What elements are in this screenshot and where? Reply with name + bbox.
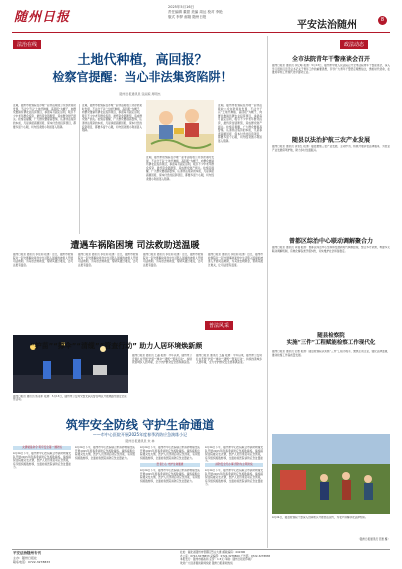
footer-right-block <box>180 551 390 565</box>
chi-story-title: “护苗”“撑伞”“清缆”“管查行动” 助力人居环境焕新颜 <box>30 342 203 350</box>
feature-headline-2: 检察官提醒：当心非法集资陷阱！ <box>52 70 233 84</box>
right-article-2-title: 随县以法治护航三农产业发展 <box>291 137 370 144</box>
column-divider <box>79 104 80 234</box>
feature-body-col4: 近期，随州市检察院在办理一起非法吸收公众存款案时发现，不法分子以“土地代种植、高回报”为幌子，向群众推销所谓农业投资项目，承诺每月固定返利，吸引不少中老年群众投资，最终资金链断裂，造成群众财产损失。检察官提醒，广大群众要提高警惕，认清非法集资的本质，凡是承诺高额回报、保本付息的投资项目，都要多留个心眼，切勿因贪图小利而落入陷阱。 <box>218 104 262 143</box>
footer-left-title: 平安法治随州专刊 <box>13 551 41 555</box>
masthead-logo: 随州日报 <box>14 10 71 25</box>
middle-story-body-col1: 随州日报讯 通讯员 李佳莉 报道：近日，随州市检察院对一起交通事故案件中生活陷入困境的被害人开展司法救助，为其送去救助金，帮助其渡过难关，让司法更有温度。 <box>13 253 73 267</box>
header-design: 版式 李梦 邮箱 随州日报 <box>168 15 207 19</box>
field-outreach-photo <box>272 434 390 514</box>
page-number-badge: 8 <box>378 16 387 25</box>
right-article-2-body: 随州日报讯 通讯员 余永红 报道：随县聚焦三农产业发展，主动作为，积极开展涉农法律服务，为农业产业发展保驾护航，助力乡村全面振兴。 <box>272 145 390 152</box>
section-tag-political-news: 政法动态 <box>340 40 368 49</box>
bottom-story-subtitle: ——市中心医院开展2025年度春季消防应急演练小记 <box>92 432 188 437</box>
middle-story-title: 遭遇车祸陷困境 司法救助送温暖 <box>70 241 200 251</box>
page-column-divider <box>267 36 268 548</box>
feature-headline-1: 土地代种植，高回报？ <box>77 53 208 68</box>
footer-left-line2: 主办：随州日报社 <box>13 555 38 560</box>
header-rule <box>12 32 390 33</box>
feature-body-col1: 近期，随州市检察院在办理一起非法吸收公众存款案时发现，不法分子以“土地代种植、高回报”为幌子，向群众推销所谓农业投资项目，承诺每月固定返利，吸引不少中老年群众投资，最终资金链断裂，造成群众财产损失。检察官提醒，广大群众要提高警惕，认清非法集资的本质，凡是承诺高额回报、保本付息的投资项目，都要多留个心眼，切勿因贪图小利而落入陷阱。 <box>13 104 76 129</box>
feature-body-col2: 近期，随州市检察院在办理一起非法吸收公众存款案时发现，不法分子以“土地代种植、高回报”为幌子，向群众推销所谓农业投资项目，承诺每月固定返利，吸引不少中老年群众投资，最终资金链断裂，造成群众财产损失。检察官提醒，广大群众要提高警惕，认清非法集资的本质，凡是承诺高额回报、保本付息的投资项目，都要多留个心眼，切勿因贪图小利而落入陷阱。 <box>82 104 142 133</box>
footer-left-line3: 联系电话：0722-3278833 <box>13 560 51 564</box>
right-article-4-title: 随县检察院 实施“三件”工程赋能检察工作现代化 <box>286 333 376 346</box>
section-title: 平安法治随州 <box>297 20 357 31</box>
right-article-1-body: 随州日报讯 通讯员 李忆峰 报道：5月13日，随州市中级人民法院召开全市法院青年干警座谈会，深入学习贯彻习近平总书记关于青年工作的重要思想，引导广大青年干警坚定理想信念，勇担时代使命，在推进审判工作现代化中建功立业。 <box>272 64 390 75</box>
feature-cartoon-illustration <box>146 100 214 152</box>
footer-rule <box>12 549 390 550</box>
bottom-story-title: 筑牢安全防线 守护生命通道 <box>65 418 215 432</box>
middle-story-body-col4: 随州日报讯 通讯员 李佳莉 报道：近日，随州市检察院对一起交通事故案件中生活陷入困境的被害人开展司法救助，为其送去救助金，帮助其渡过难关，让司法更有温度。 <box>208 253 263 267</box>
right-article-3-body: 随州日报讯 通讯员 肖强 报道：曾都区综治中心坚持和发展新时代枫桥经验，整合多方资源，构建多元联动调解机制，有效化解各类矛盾纠纷，切实维护社会和谐稳定。 <box>272 246 390 253</box>
footer-right-line3: 本报发行：随州市邮政局 定价：1.5元 印刷：随州日报社印刷厂 <box>180 558 254 562</box>
bottom-subhead-2: 医者仁心 守护生命通道 <box>140 463 200 467</box>
right-article-4-body: 随州日报讯 通讯员 范惠 报道：随县检察院以实施“三件”工程为抓手，聚焦主责主业，强化法律监督，推动检察工作高质量发展。 <box>272 350 390 357</box>
footer-right-line4: 欢迎广大读者提供新闻线索 随州日报新闻热线 <box>180 561 233 565</box>
bottom-body-col4: 4月24日下午，随州市中心医院联合市消防救援支队开展2025年度春季消防应急疏散演练。演练模拟住院楼突发火情，医护人员迅速启动应急预案，有序组织疏散转移，全面检验医院消防应急处置能力。 <box>205 469 263 487</box>
right-article-1-title: 全市法院青年干警座谈会召开 <box>291 56 370 63</box>
chi-story-body-col1: 随州日报讯 通讯员 王磊 报道：今年以来，随州市公安局扎实开展“护苗”“撑伞”“清缆”“管查行动”，持续改善城乡人居环境，全力守护群众安全感和满意度。 <box>132 354 192 365</box>
bottom-body-col1: 4月24日下午，随州市中心医院联合市消防救援支队开展2025年度春季消防应急疏散演练。演练模拟住院楼突发火情，医护人员迅速启动应急预案，有序组织疏散转移，全面检验医院消防应急处置能力。 <box>13 452 71 470</box>
header-meta <box>168 5 278 20</box>
chi-photo-caption: 随州日报讯 通讯员 熊诗彤 报道：5月13日，随州市公安局交警支队民警在城区开展道路交通安全宣传活动。 <box>13 395 127 402</box>
feature-byline: 随州日报通讯员 张丽琼 周明杰 <box>119 92 161 96</box>
section-tag-legal-style: 普法风采 <box>205 321 233 330</box>
bottom-subhead-3: 消防安全无小事 预防为主筑防线 <box>205 463 263 467</box>
right-article-3-title: 曾都区综治中心联动调解聚合力 <box>288 238 373 245</box>
bottom-body-col3a: 4月24日下午，随州市中心医院联合市消防救援支队开展2025年度春季消防应急疏散演练。演练模拟住院楼突发火情，医护人员迅速启动应急预案，有序组织疏散转移，全面检验医院消防应急处置能力。 <box>140 446 200 460</box>
middle-story-body-col3: 随州日报讯 通讯员 李佳莉 报道：近日，随州市检察院对一起交通事故案件中生活陷入困境的被害人开展司法救助，为其送去救助金，帮助其渡过难关，让司法更有温度。 <box>143 253 203 267</box>
middle-story-body-col2: 随州日报讯 通讯员 李佳莉 报道：近日，随州市检察院对一起交通事故案件中生活陷入困境的被害人开展司法救助，为其送去救助金，帮助其渡过难关，让司法更有温度。 <box>78 253 138 267</box>
bottom-story-byline: 随州日报通讯员 朱 林 <box>125 439 155 443</box>
header-editors: 责任编辑 董甜 美编 周达 校对 李艳 <box>168 10 223 14</box>
right-photo-caption: 4月24日，随县检察院干警深入田间地头开展普法宣传，为农户讲解涉农法律知识。 <box>272 516 368 519</box>
chi-story-body-col2: 随州日报讯 通讯员 王磊 报道：今年以来，随州市公安局扎实开展“护苗”“撑伞”“清缆”“管查行动”，持续改善城乡人居环境，全力守护群众安全感和满意度。 <box>196 354 262 365</box>
right-photo-credit: （随州日报通讯员 范惠 摄） <box>357 538 390 541</box>
feature-body-col3: 近期，随州市检察院在办理一起非法吸收公众存款案时发现，不法分子以“土地代种植、高回报”为幌子，向群众推销所谓农业投资项目，承诺每月固定返利，吸引不少中老年群众投资，最终资金链断裂，造成群众财产损失。检察官提醒，广大群众要提高警惕，认清非法集资的本质，凡是承诺高额回报、保本付息的投资项目，都要多留个心眼，切勿因贪图小利而落入陷阱。 <box>146 156 214 181</box>
footer-left-block <box>13 551 93 565</box>
footer-right-line1: 社址：湖北省随州市曾都区烈山大道 邮政编码：441300 <box>180 551 246 554</box>
footer-right-line2: 办公室：0722-3278833 采编部：0722-3278800 广告部：0722-3278838 <box>180 554 271 558</box>
section-tag-legal-online: 法治在线 <box>13 40 41 49</box>
header-date: 2025年5月16日 <box>168 5 195 9</box>
bottom-body-col2: 4月24日下午，随州市中心医院联合市消防救援支队开展2025年度春季消防应急疏散演练。演练模拟住院楼突发火情，医护人员迅速启动应急预案，有序组织疏散转移，全面检验医院消防应急处置能力。 <box>75 446 135 460</box>
bottom-subhead-1: 火情就是命令 筑牢安全第一道防线 <box>13 446 71 450</box>
bottom-body-col4a: 4月24日下午，随州市中心医院联合市消防救援支队开展2025年度春季消防应急疏散演练。演练模拟住院楼突发火情，医护人员迅速启动应急预案，有序组织疏散转移，全面检验医院消防应急处置能力。 <box>205 446 263 462</box>
bottom-body-col3: 4月24日下午，随州市中心医院联合市消防救援支队开展2025年度春季消防应急疏散演练。演练模拟住院楼突发火情，医护人员迅速启动应急预案，有序组织疏散转移，全面检验医院消防应急处置能力。 <box>140 469 200 483</box>
